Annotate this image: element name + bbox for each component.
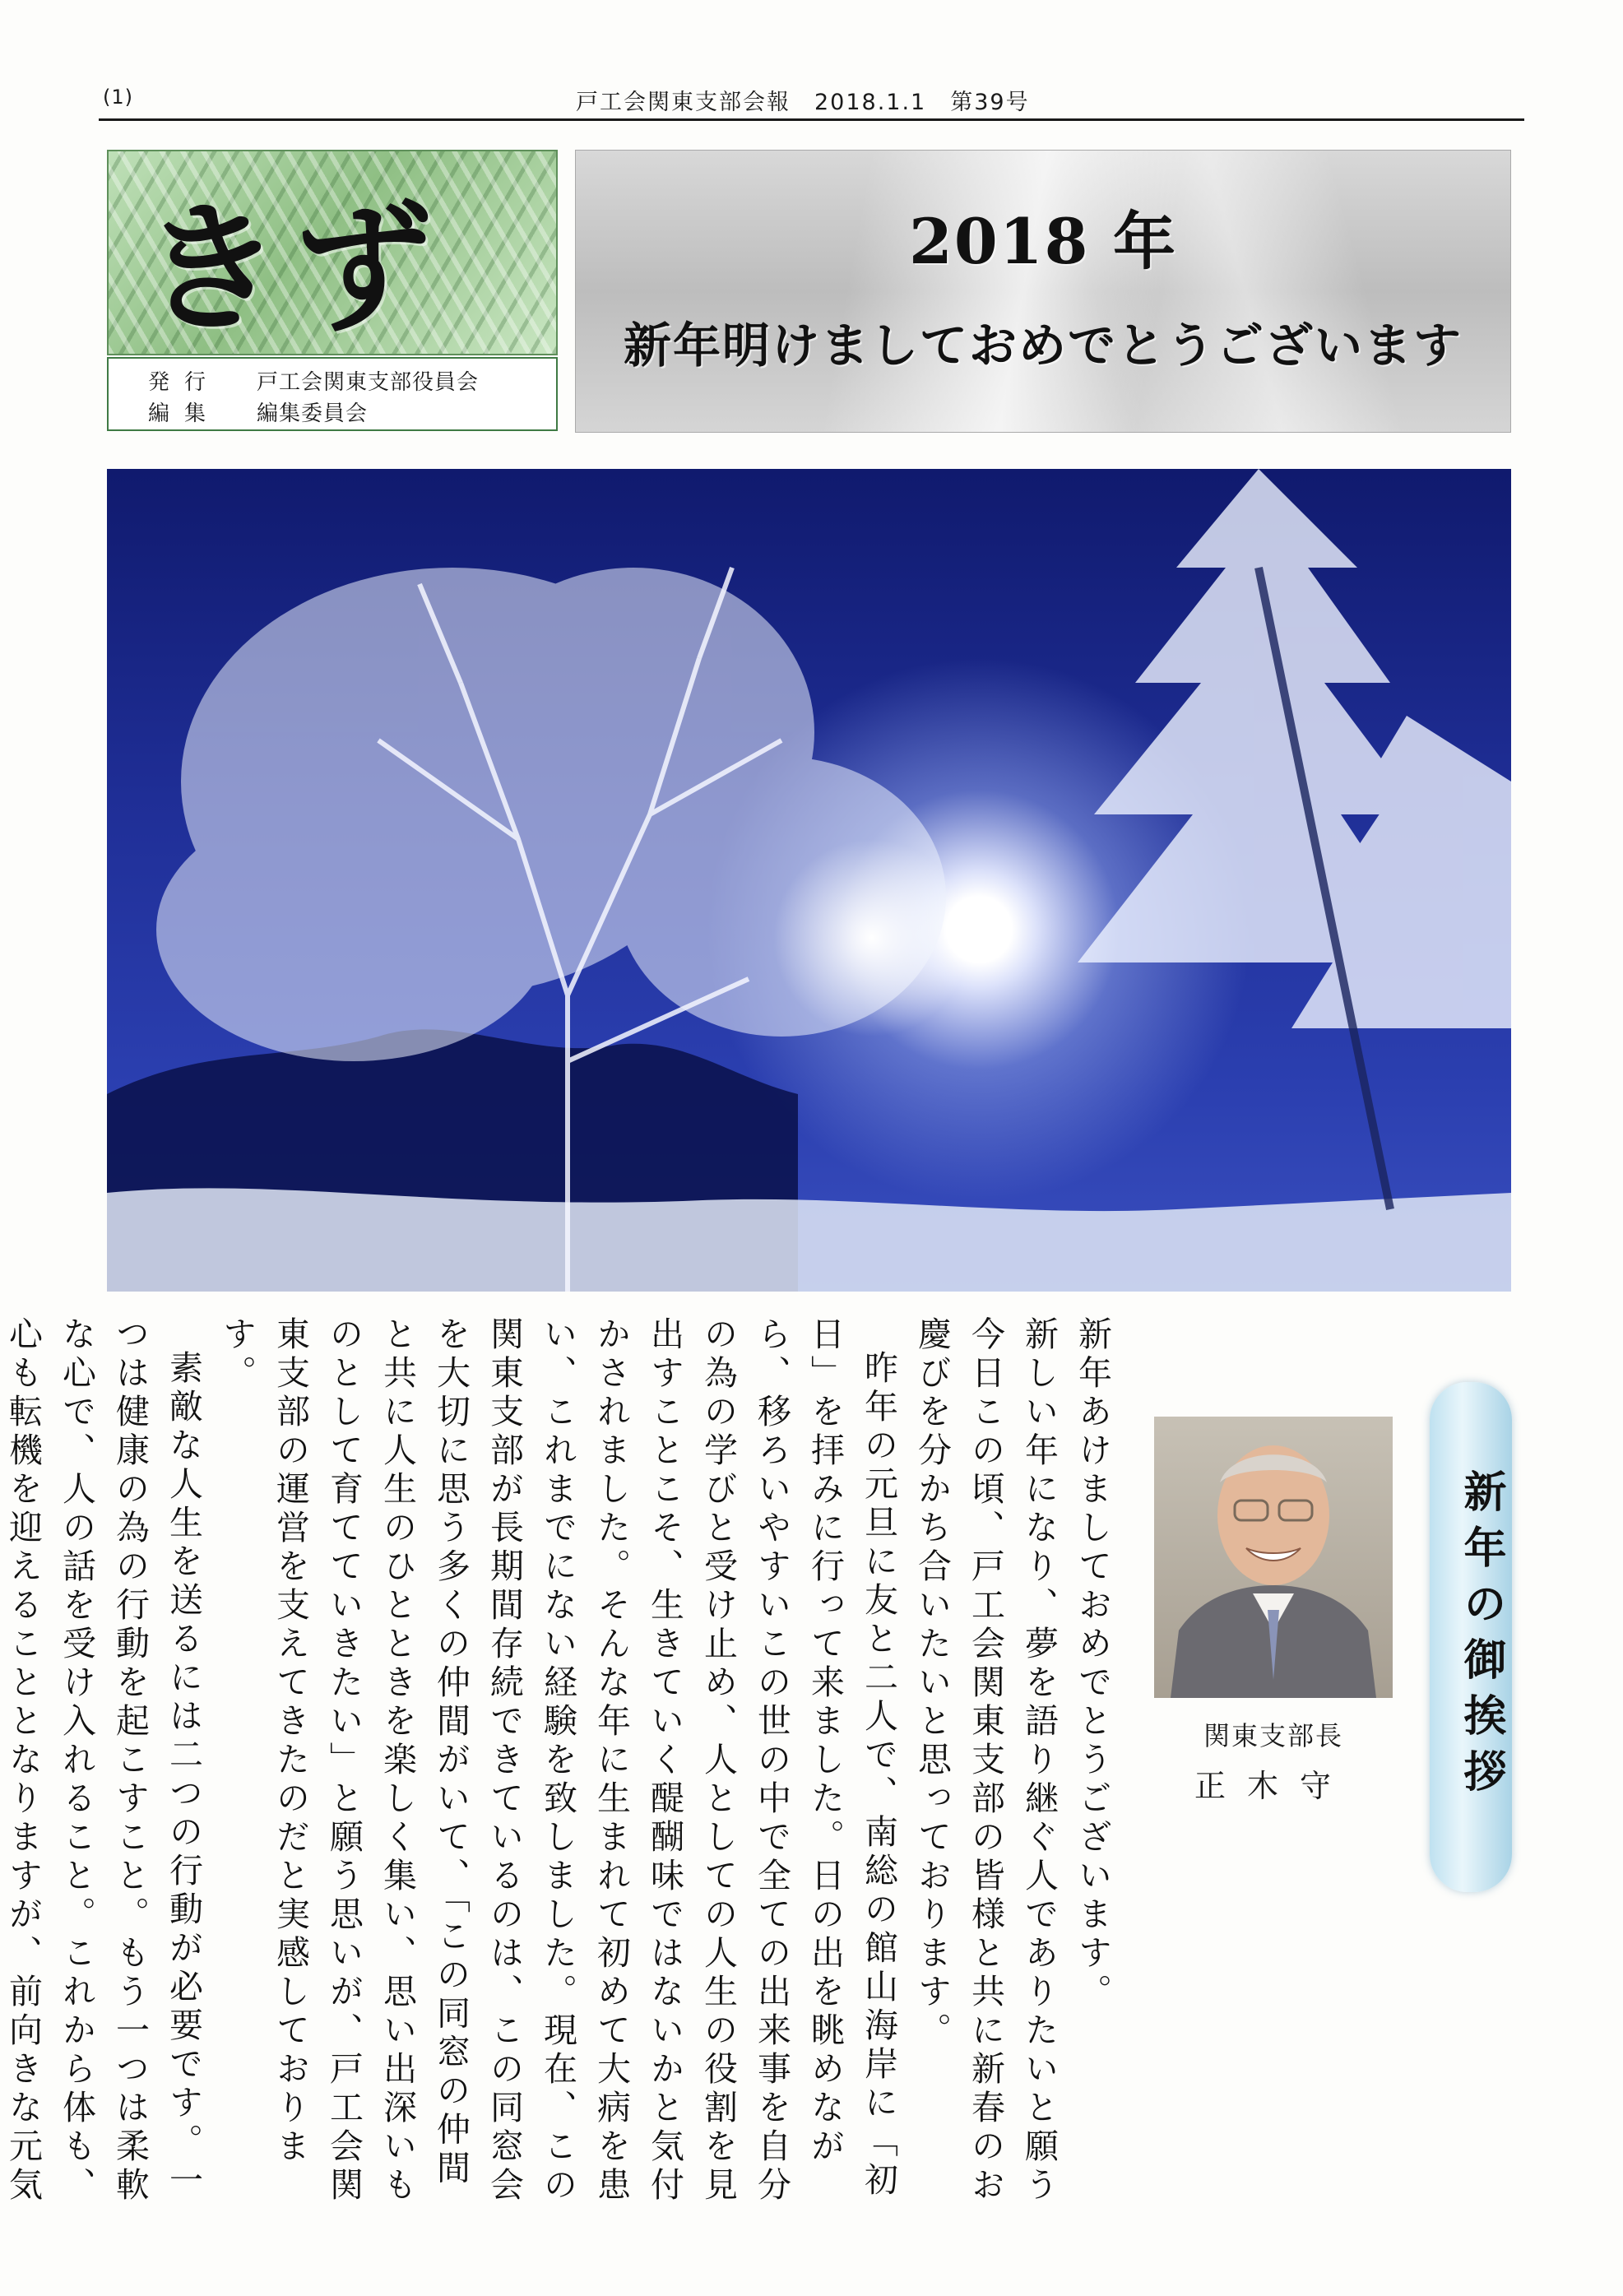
editor-label: 編集 xyxy=(148,401,221,426)
author-portrait xyxy=(1154,1417,1393,1698)
new-year-banner xyxy=(575,150,1511,433)
banner-year: 2018 年 xyxy=(909,205,1177,278)
newsletter-logo xyxy=(107,150,558,355)
section-badge xyxy=(1430,1382,1512,1892)
page-number: (1) xyxy=(103,86,133,109)
publisher-box xyxy=(107,357,558,431)
article-paragraph: 新しい年になり、夢を語り継ぐ人でありたいと願う今日この頃、戸工会関東支部の皆様と共に新春のお慶びを分かち合いたいと思っております。 xyxy=(912,1316,1059,2206)
author-name: 正木守 xyxy=(1194,1768,1352,1804)
greeting-article xyxy=(3,1316,1119,2221)
banner-greeting: 新年明けましておめでとうございます xyxy=(623,318,1463,373)
article-paragraph: 新年あけましておめでとうございます。 xyxy=(1073,1316,1112,2012)
frosted-trees-photo xyxy=(107,469,1511,1292)
publisher-value: 戸工会関東支部役員会 xyxy=(257,370,480,395)
editor-value: 編集委員会 xyxy=(257,401,369,426)
article-paragraph: 昨年の元旦に友と二人で、南総の館山海岸に「初日」を拝みに行って来ました。日の出を眺めながら、移ろいやすいこの世の中で全ての出来事を自分の為の学びと受け止め、人としての人生の役割を見出すことこそ、生きていく醍醐味ではないかと気付かされました。そんな年に生まれて初めて大病を患い、これまでにない経験を致しました。現在、この関東支部が長期間存続できているのは、この同窓会を大切に思う多くの仲間がいて、「この同窓の仲間と共に人生のひとときを楽しく集い、思い出深いものとして育てていきたい」と願う思いが、戸工会関東支部の運営を支えてきたのだと実感しております。 xyxy=(217,1316,898,2206)
publisher-row xyxy=(148,365,479,396)
article-paragraph: 素敵な人生を送るには二つの行動が必要です。一つは健康の為の行動を起こすこと。もう一つは柔軟な心で、人の話を受け入れること。これから体も、心も転機を迎えることとなりますが、前向きな元気 xyxy=(3,1316,203,2206)
frosted-trees-illustration xyxy=(107,469,1511,1292)
header-divider xyxy=(99,118,1524,121)
portrait-illustration xyxy=(1154,1417,1393,1698)
editor-row xyxy=(148,397,368,427)
newsletter-issue-title: 戸工会関東支部会報 2018.1.1 第39号 xyxy=(576,90,1030,115)
author-title: 関東支部長 xyxy=(1203,1720,1343,1751)
logo-text: きず xyxy=(141,187,445,351)
publisher-label: 発行 xyxy=(148,370,221,395)
section-title: 新年の御挨拶 xyxy=(1456,1469,1505,1805)
